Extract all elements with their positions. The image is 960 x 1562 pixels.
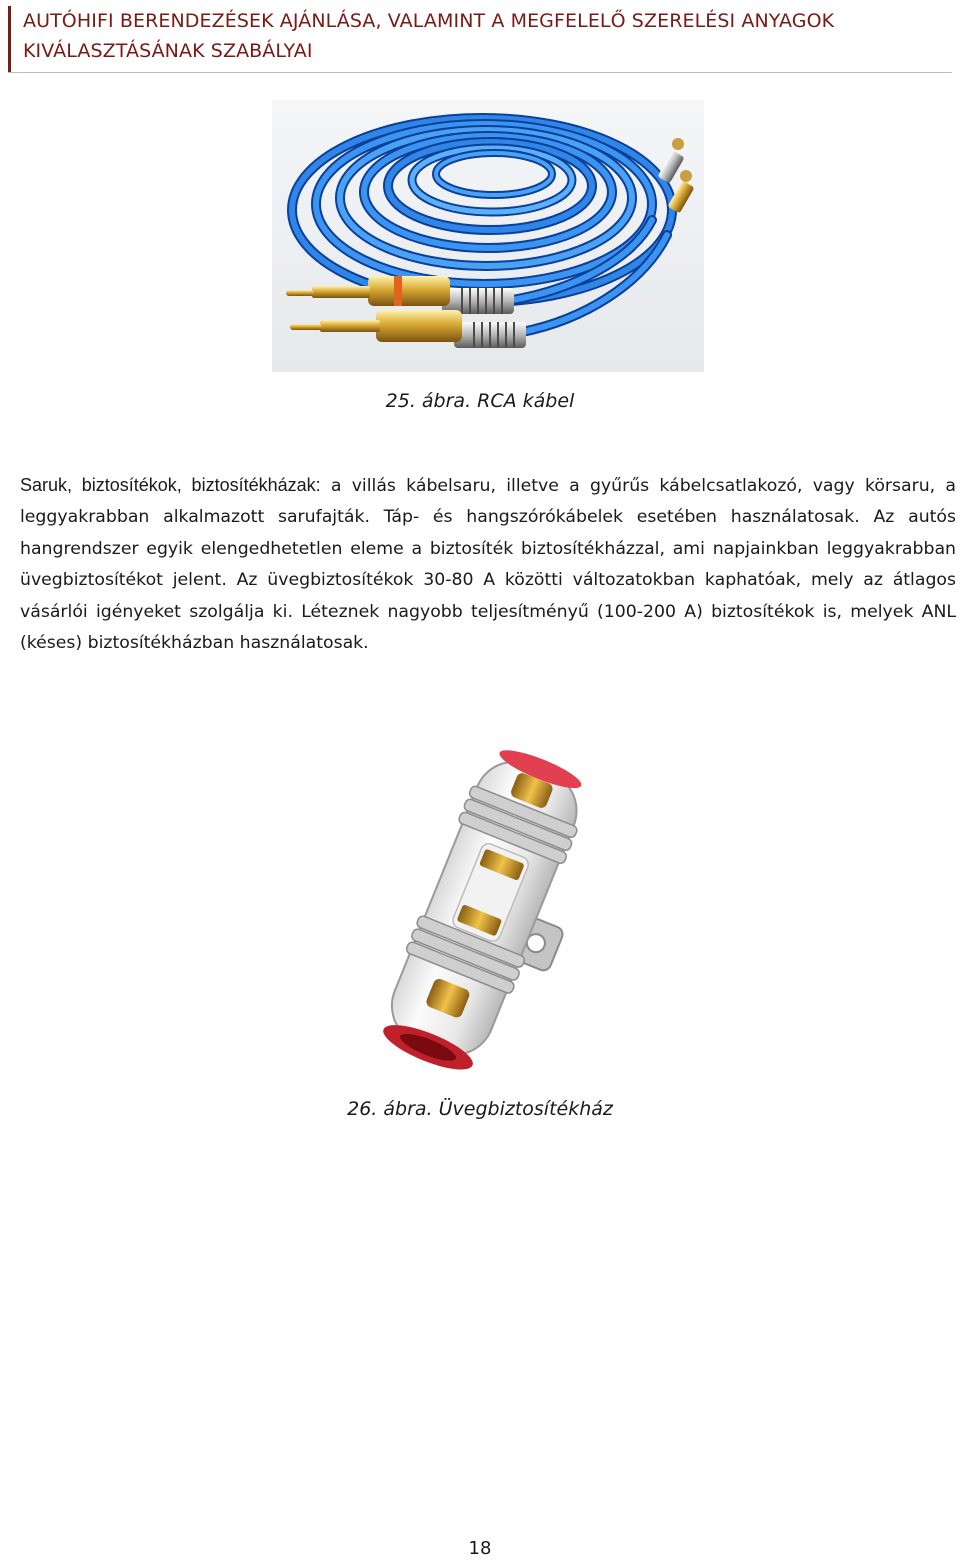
rca-cable-figure [272,100,704,372]
body-paragraph [20,470,956,659]
fuse-holder-figure [340,728,630,1074]
paragraph-body: a villás kábelsaru, illetve a gyűrűs kábelcsatlakozó, vagy körsaru, a leggyakrabban alkalmazott sarufajták. Táp- és hangszórókábelek esetében használatosak. Az autós hangrendszer egyik elengedhetetlen eleme a biztosíték biztosítékházzal, ami napjainkban leggyakrabban üvegbiztosítékot jelent. Az üvegbiztosítékok 30-80 A közötti változatokban kaphatóak, mely az átlagos vásárlói igényeket szolgálja ki. Léteznek nagyobb teljesítményű (100-200 A) biztosítékok is, melyek ANL (késes) biztosítékházban használatosak. [20,476,956,654]
glass-fuse-holder-photo-icon [340,728,630,1074]
lead-term: Saruk, biztosítékok, biztosítékházak [20,475,316,495]
header-title-line-2: KIVÁLASZTÁSÁNAK SZABÁLYAI [23,40,313,62]
page-number: 18 [468,1538,492,1559]
lead-colon: : [315,475,321,495]
header-divider [8,72,952,73]
figure-26-caption: 26. ábra. Üvegbiztosítékház [347,1098,613,1120]
page-header [8,6,952,72]
figure-25-caption: 25. ábra. RCA kábel [385,390,575,412]
header-title-line-1: AUTÓHIFI BERENDEZÉSEK AJÁNLÁSA, VALAMINT A MEGFELELŐ SZERELÉSI ANYAGOK [23,10,835,32]
rca-cable-photo-icon [272,100,704,372]
